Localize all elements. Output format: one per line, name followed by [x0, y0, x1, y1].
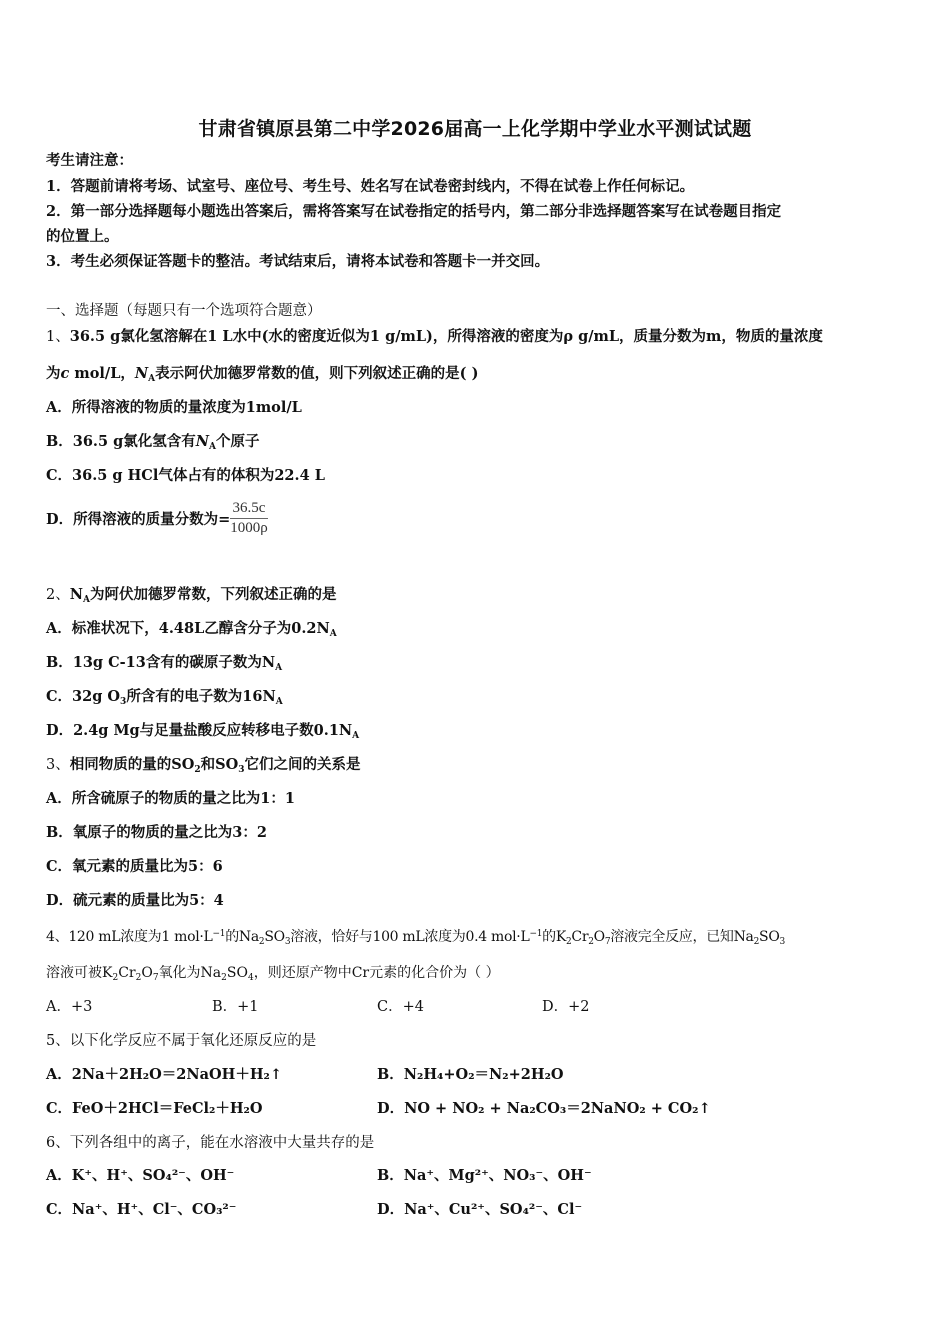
- q5-option-c: C．FeO＋2HCl＝FeCl₂＋H₂O: [46, 1100, 263, 1117]
- q6-option-b: B．Na⁺、Mg²⁺、NO₃⁻、OH⁻: [377, 1167, 592, 1184]
- q6-option-c: C．Na⁺、H⁺、Cl⁻、CO₃²⁻: [46, 1201, 237, 1218]
- q1-option-c: C．36.5 g HCl气体占有的体积为22.4 L: [46, 467, 325, 484]
- q6-option-d: D．Na⁺、Cu²⁺、SO₄²⁻、Cl⁻: [377, 1201, 583, 1218]
- question-1-stem: 1、36.5 g氯化氢溶解在1 L水中(水的密度近似为1 g/mL)，所得溶液的密度为ρ g/mL，质量分数为m，物质的量浓度: [46, 328, 823, 345]
- q5-option-a: A．2Na＋2H₂O＝2NaOH＋H₂↑: [46, 1066, 283, 1083]
- question-5-stem: 5、以下化学反应不属于氧化还原反应的是: [46, 1033, 317, 1049]
- q5-option-b: B．N₂H₄+O₂＝N₂+2H₂O: [377, 1066, 564, 1083]
- question-4-stem: 4、120 mL浓度为1 $mol\cdot L^{-1}$的$Na_2SO_3$溶液，恰好与100 mL浓度为0.4 $mol\cdot L^{-1}$的$K_2Cr_2O_7$溶液完全反应，已知$Na_2SO_3$: [46, 929, 785, 947]
- q3-option-a: A．所含硫原子的物质的量之比为1：1: [46, 790, 295, 807]
- notice-item-2: 2．第一部分选择题每小题选出答案后，需将答案写在试卷指定的括号内，第二部分非选择题答案写在试卷题目指定: [46, 203, 782, 220]
- q2-option-b: B．13g C-13含有的碳原子数为$N_A$: [46, 654, 283, 673]
- q1-option-a: A．所得溶液的物质的量浓度为1mol/L: [46, 399, 302, 416]
- q6-option-a: A．K⁺、H⁺、SO₄²⁻、OH⁻: [46, 1167, 235, 1184]
- q2-option-c: C．32g $O_3$所含有的电子数为$16N_A$: [46, 688, 283, 707]
- notice-item-1: 1．答题前请将考场、试室号、座位号、考生号、姓名写在试卷密封线内，不得在试卷上作任何标记。: [46, 178, 695, 195]
- question-2-stem: 2、$N_A$为阿伏加德罗常数，下列叙述正确的是: [46, 586, 337, 605]
- question-1-stem-cont: 为c mol/L，$N_A$表示阿伏加德罗常数的值，则下列叙述正确的是( ): [46, 365, 479, 384]
- q3-option-b: B．氧原子的物质的量之比为3：2: [46, 824, 267, 841]
- question-4-stem-cont: 溶液可被$K_2Cr_2O_7$氧化为$Na_2SO_4$，则还原产物中Cr元素的化合价为（ ）: [46, 965, 500, 983]
- notice-item-3: 3．考生必须保证答题卡的整洁。考试结束后，请将本试卷和答题卡一并交回。: [46, 253, 550, 270]
- question-6-stem: 6、下列各组中的离子，能在水溶液中大量共存的是: [46, 1135, 375, 1151]
- q2-option-a: A．标准状况下，4.48L乙醇含分子为$0.2N_A$: [46, 620, 337, 639]
- question-3-stem: 3、相同物质的量的$SO_2$和$SO_3$它们之间的关系是: [46, 756, 361, 775]
- q2-option-d: D．2.4g Mg与足量盐酸反应转移电子数$0.1N_A$: [46, 722, 360, 741]
- q3-option-c: C．氧元素的质量比为5：6: [46, 858, 223, 875]
- q4-option-a: A．+3: [46, 999, 93, 1015]
- q4-option-c: C．+4: [377, 999, 424, 1015]
- section-heading: 一、选择题（每题只有一个选项符合题意）: [46, 303, 322, 319]
- q4-option-b: B．+1: [212, 999, 259, 1015]
- q3-option-d: D．硫元素的质量比为5：4: [46, 892, 224, 909]
- fraction: $\frac{36.5c}{1000\rho}$: [230, 500, 268, 536]
- notice-item-2-cont: 的位置上。: [46, 228, 119, 245]
- q1-option-b: B．36.5 g氯化氢含有$N_A$个原子: [46, 433, 260, 452]
- notice-heading: 考生请注意：: [46, 152, 133, 169]
- q1-option-d: D．所得溶液的质量分数为= $\frac{36.5c}{1000\rho}$: [46, 500, 268, 536]
- q5-option-d: D．NO + NO₂ + Na₂CO₃＝2NaNO₂ + CO₂↑: [377, 1100, 711, 1117]
- page-title: 甘肃省镇原县第二中学2026届高一上化学期中学业水平测试试题: [198, 118, 752, 140]
- q4-option-d: D．+2: [542, 999, 590, 1015]
